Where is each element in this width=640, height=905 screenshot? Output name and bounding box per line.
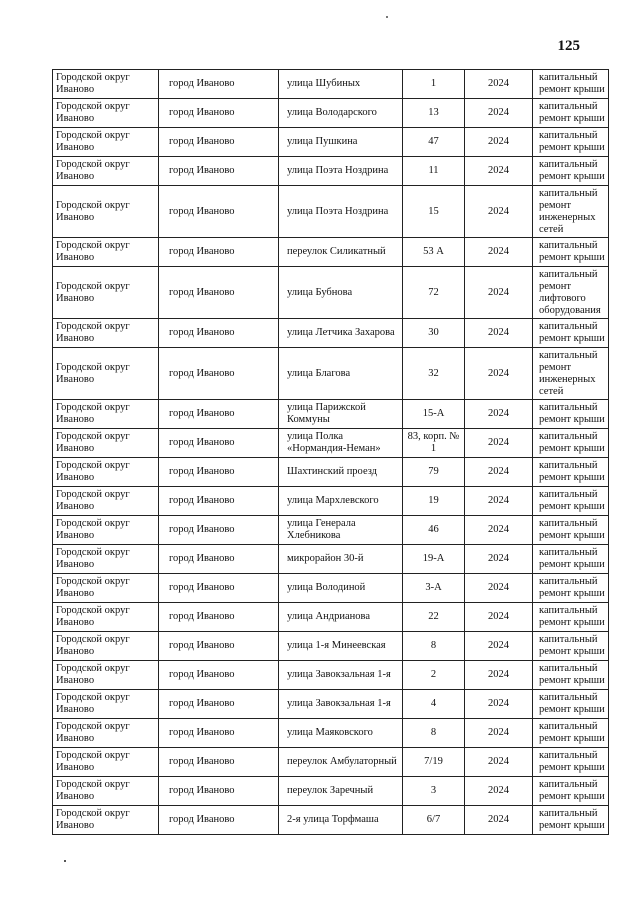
work-type-cell: капитальный ремонт крыши — [533, 574, 609, 603]
street-cell: улица Полка «Нормандия-Неман» — [279, 429, 403, 458]
table-row — [53, 157, 609, 186]
city-cell: город Иваново — [159, 632, 279, 661]
district-cell: Городской округ Иваново — [53, 632, 159, 661]
table-row — [53, 545, 609, 574]
table-row — [53, 267, 609, 319]
street-cell: переулок Амбулаторный — [279, 748, 403, 777]
street-cell: улица 1-я Минеевская — [279, 632, 403, 661]
street-cell: улица Завокзальная 1-я — [279, 690, 403, 719]
table-row — [53, 806, 609, 835]
district-cell: Городской округ Иваново — [53, 574, 159, 603]
house-number-cell: 11 — [403, 157, 465, 186]
table-row — [53, 719, 609, 748]
year-cell: 2024 — [465, 632, 533, 661]
house-number-cell: 1 — [403, 70, 465, 99]
year-cell: 2024 — [465, 400, 533, 429]
street-cell: улица Завокзальная 1-я — [279, 661, 403, 690]
house-number-cell: 46 — [403, 516, 465, 545]
work-type-cell: капитальный ремонт крыши — [533, 157, 609, 186]
district-cell: Городской округ Иваново — [53, 458, 159, 487]
district-cell: Городской округ Иваново — [53, 429, 159, 458]
year-cell: 2024 — [465, 487, 533, 516]
street-cell: улица Парижской Коммуны — [279, 400, 403, 429]
year-cell: 2024 — [465, 516, 533, 545]
table-row — [53, 487, 609, 516]
city-cell: город Иваново — [159, 545, 279, 574]
work-type-cell: капитальный ремонт инженерных сетей — [533, 186, 609, 238]
year-cell: 2024 — [465, 458, 533, 487]
district-cell: Городской округ Иваново — [53, 70, 159, 99]
city-cell: город Иваново — [159, 319, 279, 348]
work-type-cell: капитальный ремонт крыши — [533, 400, 609, 429]
work-type-cell: капитальный ремонт крыши — [533, 748, 609, 777]
street-cell: улица Володарского — [279, 99, 403, 128]
year-cell: 2024 — [465, 777, 533, 806]
table-row — [53, 429, 609, 458]
house-number-cell: 83, корп. № 1 — [403, 429, 465, 458]
work-type-cell: капитальный ремонт крыши — [533, 719, 609, 748]
street-cell: 2-я улица Торфмаша — [279, 806, 403, 835]
district-cell: Городской округ Иваново — [53, 516, 159, 545]
work-type-cell: капитальный ремонт крыши — [533, 319, 609, 348]
house-number-cell: 7/19 — [403, 748, 465, 777]
house-number-cell: 3-А — [403, 574, 465, 603]
district-cell: Городской округ Иваново — [53, 603, 159, 632]
work-type-cell: капитальный ремонт крыши — [533, 632, 609, 661]
city-cell: город Иваново — [159, 690, 279, 719]
table-row — [53, 632, 609, 661]
table-row — [53, 70, 609, 99]
city-cell: город Иваново — [159, 574, 279, 603]
street-cell: Шахтинский проезд — [279, 458, 403, 487]
city-cell: город Иваново — [159, 806, 279, 835]
work-type-cell: капитальный ремонт крыши — [533, 661, 609, 690]
district-cell: Городской округ Иваново — [53, 319, 159, 348]
year-cell: 2024 — [465, 429, 533, 458]
district-cell: Городской округ Иваново — [53, 661, 159, 690]
street-cell: улица Летчика Захарова — [279, 319, 403, 348]
year-cell: 2024 — [465, 719, 533, 748]
street-cell: улица Благова — [279, 348, 403, 400]
house-number-cell: 32 — [403, 348, 465, 400]
year-cell: 2024 — [465, 661, 533, 690]
table-body — [53, 70, 609, 835]
year-cell: 2024 — [465, 348, 533, 400]
street-cell: улица Генерала Хлебникова — [279, 516, 403, 545]
street-cell: переулок Заречный — [279, 777, 403, 806]
table-row — [53, 661, 609, 690]
year-cell: 2024 — [465, 690, 533, 719]
city-cell: город Иваново — [159, 128, 279, 157]
house-number-cell: 6/7 — [403, 806, 465, 835]
table-row — [53, 458, 609, 487]
scan-speck — [64, 860, 66, 862]
work-type-cell: капитальный ремонт лифтового оборудования — [533, 267, 609, 319]
street-cell: улица Маяковского — [279, 719, 403, 748]
work-type-cell: капитальный ремонт крыши — [533, 603, 609, 632]
year-cell: 2024 — [465, 319, 533, 348]
work-type-cell: капитальный ремонт крыши — [533, 777, 609, 806]
district-cell: Городской округ Иваново — [53, 267, 159, 319]
city-cell: город Иваново — [159, 487, 279, 516]
year-cell: 2024 — [465, 157, 533, 186]
work-type-cell: капитальный ремонт крыши — [533, 516, 609, 545]
street-cell: улица Поэта Ноздрина — [279, 157, 403, 186]
city-cell: город Иваново — [159, 603, 279, 632]
table-row — [53, 400, 609, 429]
street-cell: улица Мархлевского — [279, 487, 403, 516]
work-type-cell: капитальный ремонт крыши — [533, 545, 609, 574]
scan-speck — [386, 16, 388, 18]
year-cell: 2024 — [465, 186, 533, 238]
city-cell: город Иваново — [159, 458, 279, 487]
city-cell: город Иваново — [159, 238, 279, 267]
table-row — [53, 319, 609, 348]
city-cell: город Иваново — [159, 267, 279, 319]
city-cell: город Иваново — [159, 186, 279, 238]
district-cell: Городской округ Иваново — [53, 128, 159, 157]
house-number-cell: 19 — [403, 487, 465, 516]
table-row — [53, 516, 609, 545]
house-number-cell: 22 — [403, 603, 465, 632]
street-cell: микрорайон 30-й — [279, 545, 403, 574]
district-cell: Городской округ Иваново — [53, 777, 159, 806]
street-cell: переулок Силикатный — [279, 238, 403, 267]
house-number-cell: 47 — [403, 128, 465, 157]
year-cell: 2024 — [465, 806, 533, 835]
year-cell: 2024 — [465, 267, 533, 319]
district-cell: Городской округ Иваново — [53, 748, 159, 777]
house-number-cell: 30 — [403, 319, 465, 348]
city-cell: город Иваново — [159, 661, 279, 690]
city-cell: город Иваново — [159, 429, 279, 458]
district-cell: Городской округ Иваново — [53, 238, 159, 267]
table-row — [53, 690, 609, 719]
city-cell: город Иваново — [159, 719, 279, 748]
house-number-cell: 72 — [403, 267, 465, 319]
table-row — [53, 348, 609, 400]
house-number-cell: 19-А — [403, 545, 465, 574]
city-cell: город Иваново — [159, 777, 279, 806]
district-cell: Городской округ Иваново — [53, 157, 159, 186]
work-type-cell: капитальный ремонт крыши — [533, 429, 609, 458]
table-row — [53, 238, 609, 267]
street-cell: улица Шубиных — [279, 70, 403, 99]
work-type-cell: капитальный ремонт крыши — [533, 99, 609, 128]
repair-table — [52, 69, 609, 835]
house-number-cell: 79 — [403, 458, 465, 487]
house-number-cell: 13 — [403, 99, 465, 128]
city-cell: город Иваново — [159, 157, 279, 186]
year-cell: 2024 — [465, 99, 533, 128]
district-cell: Городской округ Иваново — [53, 719, 159, 748]
district-cell: Городской округ Иваново — [53, 690, 159, 719]
table-row — [53, 603, 609, 632]
work-type-cell: капитальный ремонт крыши — [533, 128, 609, 157]
house-number-cell: 4 — [403, 690, 465, 719]
table-row — [53, 128, 609, 157]
year-cell: 2024 — [465, 128, 533, 157]
city-cell: город Иваново — [159, 99, 279, 128]
house-number-cell: 53 А — [403, 238, 465, 267]
work-type-cell: капитальный ремонт крыши — [533, 487, 609, 516]
district-cell: Городской округ Иваново — [53, 348, 159, 400]
house-number-cell: 3 — [403, 777, 465, 806]
house-number-cell: 8 — [403, 632, 465, 661]
district-cell: Городской округ Иваново — [53, 545, 159, 574]
work-type-cell: капитальный ремонт инженерных сетей — [533, 348, 609, 400]
work-type-cell: капитальный ремонт крыши — [533, 70, 609, 99]
city-cell: город Иваново — [159, 400, 279, 429]
house-number-cell: 8 — [403, 719, 465, 748]
house-number-cell: 15-А — [403, 400, 465, 429]
year-cell: 2024 — [465, 574, 533, 603]
street-cell: улица Володиной — [279, 574, 403, 603]
work-type-cell: капитальный ремонт крыши — [533, 458, 609, 487]
district-cell: Городской округ Иваново — [53, 99, 159, 128]
table-row — [53, 574, 609, 603]
table-row — [53, 186, 609, 238]
year-cell: 2024 — [465, 545, 533, 574]
city-cell: город Иваново — [159, 348, 279, 400]
city-cell: город Иваново — [159, 748, 279, 777]
table-row — [53, 777, 609, 806]
city-cell: город Иваново — [159, 516, 279, 545]
district-cell: Городской округ Иваново — [53, 186, 159, 238]
city-cell: город Иваново — [159, 70, 279, 99]
street-cell: улица Бубнова — [279, 267, 403, 319]
work-type-cell: капитальный ремонт крыши — [533, 690, 609, 719]
year-cell: 2024 — [465, 70, 533, 99]
work-type-cell: капитальный ремонт крыши — [533, 238, 609, 267]
table-row — [53, 99, 609, 128]
house-number-cell: 15 — [403, 186, 465, 238]
street-cell: улица Поэта Ноздрина — [279, 186, 403, 238]
street-cell: улица Пушкина — [279, 128, 403, 157]
district-cell: Городской округ Иваново — [53, 400, 159, 429]
year-cell: 2024 — [465, 603, 533, 632]
work-type-cell: капитальный ремонт крыши — [533, 806, 609, 835]
year-cell: 2024 — [465, 238, 533, 267]
street-cell: улица Андрианова — [279, 603, 403, 632]
district-cell: Городской округ Иваново — [53, 487, 159, 516]
page-number: 125 — [557, 38, 580, 54]
year-cell: 2024 — [465, 748, 533, 777]
district-cell: Городской округ Иваново — [53, 806, 159, 835]
house-number-cell: 2 — [403, 661, 465, 690]
table-row — [53, 748, 609, 777]
